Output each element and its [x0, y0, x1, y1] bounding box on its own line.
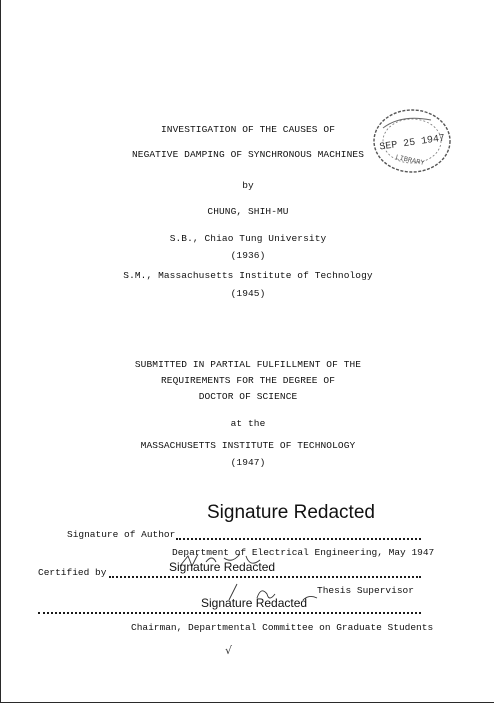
author-name: CHUNG, SHIH-MU	[207, 206, 289, 217]
degree-2: S.M., Massachusetts Institute of Technology	[123, 270, 373, 281]
author-signature-redacted: Signature Redacted	[207, 502, 375, 523]
supervisor-signature-redacted: Signature Redacted	[169, 560, 276, 574]
check-mark: √	[225, 644, 233, 657]
at-the-label: at the	[230, 418, 266, 429]
thesis-supervisor-label: Thesis Supervisor	[317, 585, 414, 596]
certified-by-label: Certified by	[38, 567, 107, 578]
by-label: by	[242, 180, 254, 191]
submission-line-2: REQUIREMENTS FOR THE DEGREE OF	[160, 375, 336, 386]
degree-name: DOCTOR OF SCIENCE	[198, 391, 298, 402]
institution-name: MASSACHUSETTS INSTITUTE OF TECHNOLOGY	[140, 440, 356, 451]
library-stamp	[371, 106, 453, 176]
thesis-title-line-2: NEGATIVE DAMPING OF SYNCHRONOUS MACHINES	[131, 149, 365, 160]
degree-1: S.B., Chiao Tung University	[169, 233, 327, 244]
svg-text:SEP 25 1947: SEP 25 1947	[378, 133, 446, 154]
thesis-title-line-1: INVESTIGATION OF THE CAUSES OF	[160, 124, 336, 135]
submission-year: (1947)	[230, 457, 266, 468]
signature-of-author-label: Signature of Author	[67, 529, 176, 540]
chairman-signature-line	[38, 612, 421, 614]
chairman-signature-redacted: Signature Redacted	[201, 596, 308, 610]
degree-1-year: (1936)	[230, 250, 266, 261]
chairman-label: Chairman, Departmental Committee on Graduate Students	[131, 622, 434, 633]
department-date-line: Department of Electrical Engineering, May 1947	[172, 547, 435, 558]
submission-line-1: SUBMITTED IN PARTIAL FULFILLMENT OF THE	[134, 359, 362, 370]
degree-2-year: (1945)	[230, 288, 266, 299]
svg-text:LIBRARY: LIBRARY	[394, 154, 426, 168]
author-signature-line	[176, 538, 421, 540]
